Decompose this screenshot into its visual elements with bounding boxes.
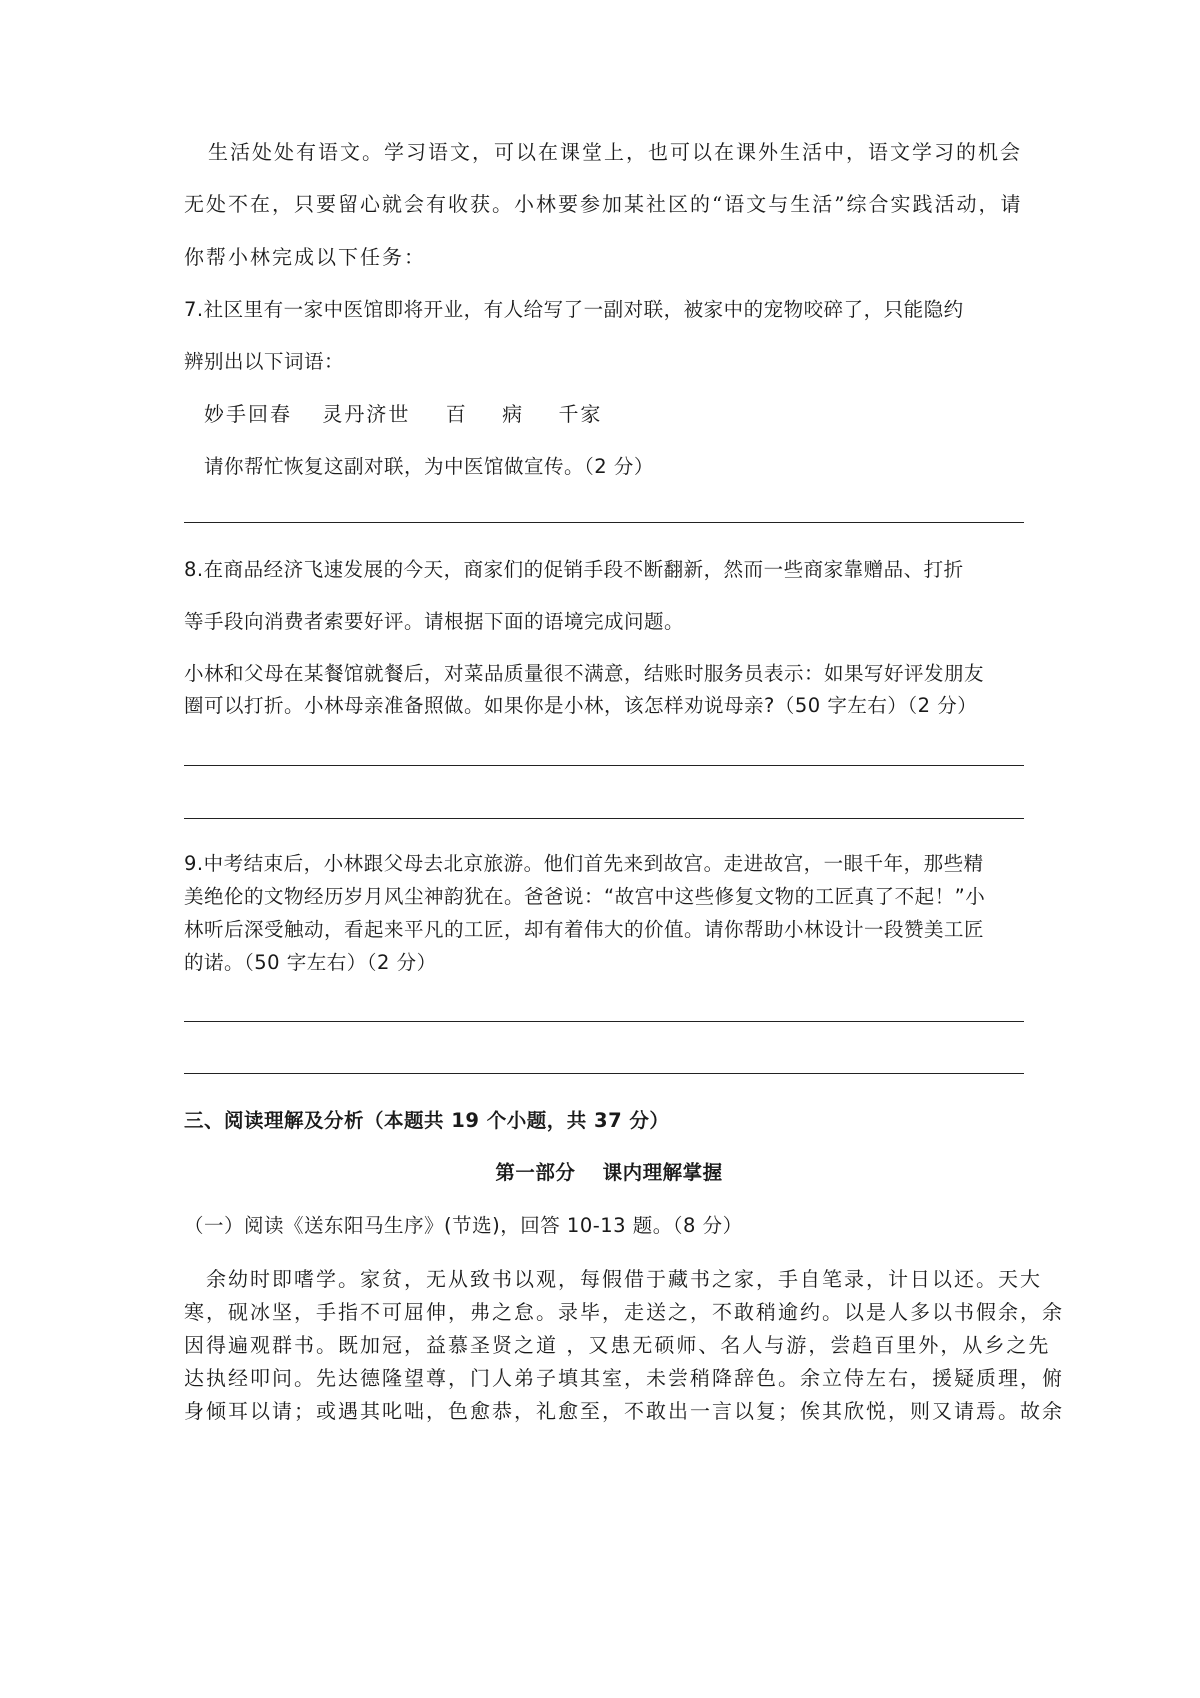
q7-answer-line[interactable]	[184, 522, 1024, 523]
q7-line-1: 7.社区里有一家中医馆即将开业，有人给写了一副对联，被家中的宠物咬碎了，只能隐约	[184, 298, 964, 321]
passage-line-3: 因得遍观群书。既加冠，益慕圣贤之道 ，又患无硕师、名人与游，尝趋百里外，从乡之先	[184, 1333, 1051, 1357]
q9-answer-line-2[interactable]	[184, 1073, 1024, 1074]
q8-answer-line-1[interactable]	[184, 765, 1024, 766]
q7-word-list	[204, 400, 1044, 428]
q7-word-1: 妙手回春	[204, 402, 292, 426]
q9-line-4: 的诺。（50 字左右）（2 分）	[184, 951, 437, 974]
q7-word-3: 百	[445, 402, 468, 426]
q8-answer-line-2[interactable]	[184, 818, 1024, 819]
passage-line-2: 寒，砚冰坚，手指不可屈伸，弗之怠。录毕，走送之，不敢稍逾约。以是人多以书假余，余	[184, 1300, 1064, 1324]
section-3-heading: 三、阅读理解及分析（本题共 19 个小题，共 37 分）	[184, 1109, 670, 1132]
q9-line-2: 美绝伦的文物经历岁月风尘神韵犹在。爸爸说：“故宫中这些修复文物的工匠真了不起！”小	[184, 885, 986, 908]
q7-word-2: 灵丹济世	[322, 402, 411, 426]
q7-line-2: 辨别出以下词语：	[184, 350, 345, 373]
q8-line-1: 8.在商品经济飞速发展的今天，商家们的促销手段不断翻新，然而一些商家靠赠品、打折	[184, 558, 964, 581]
intro-line-3: 你帮小林完成以下任务：	[184, 245, 426, 269]
passage-line-1: 余幼时即嗜学。家贫，无从致书以观，每假借于藏书之家，手自笔录，计日以还。天大	[206, 1267, 1042, 1291]
q8-line-4: 圈可以打折。小林母亲准备照做。如果你是小林，该怎样劝说母亲?（50 字左右）（2 分）	[184, 694, 978, 717]
q9-line-3: 林听后深受触动，看起来平凡的工匠，却有着伟大的价值。请你帮助小林设计一段赞美工匠	[184, 918, 985, 941]
q7-prompt: 请你帮忙恢复这副对联，为中医馆做宣传。（2 分）	[204, 455, 654, 478]
q9-answer-line-1[interactable]	[184, 1021, 1024, 1022]
passage-line-4: 达执经叩问。先达德隆望尊，门人弟子填其室，未尝稍降辞色。余立侍左右，援疑质理，俯	[184, 1366, 1064, 1390]
q8-line-3: 小林和父母在某餐馆就餐后，对菜品质量很不满意，结账时服务员表示：如果写好评发朋友	[184, 662, 985, 685]
intro-line-1: 生活处处有语文。学习语文，可以在课堂上，也可以在课外生活中，语文学习的机会	[208, 140, 1022, 164]
intro-line-2: 无处不在，只要留心就会有收获。小林要参加某社区的“语文与生活”综合实践活动，请	[184, 192, 1023, 216]
q7-word-4: 病	[502, 402, 525, 426]
q7-word-5: 千家	[558, 402, 603, 426]
reading-1-heading: （一）阅读《送东阳马生序》(节选)，回答 10-13 题。（8 分）	[184, 1214, 743, 1237]
q9-line-1: 9.中考结束后，小林跟父母去北京旅游。他们首先来到故宫。走进故宫，一眼千年，那些精	[184, 852, 984, 875]
passage-line-5: 身倾耳以请；或遇其叱咄，色愈恭，礼愈至，不敢出一言以复；俟其欣悦，则又请焉。故余	[184, 1399, 1064, 1423]
part-1-title: 第一部分 课内理解掌握	[495, 1161, 723, 1184]
q8-line-2: 等手段向消费者索要好评。请根据下面的语境完成问题。	[184, 610, 685, 633]
